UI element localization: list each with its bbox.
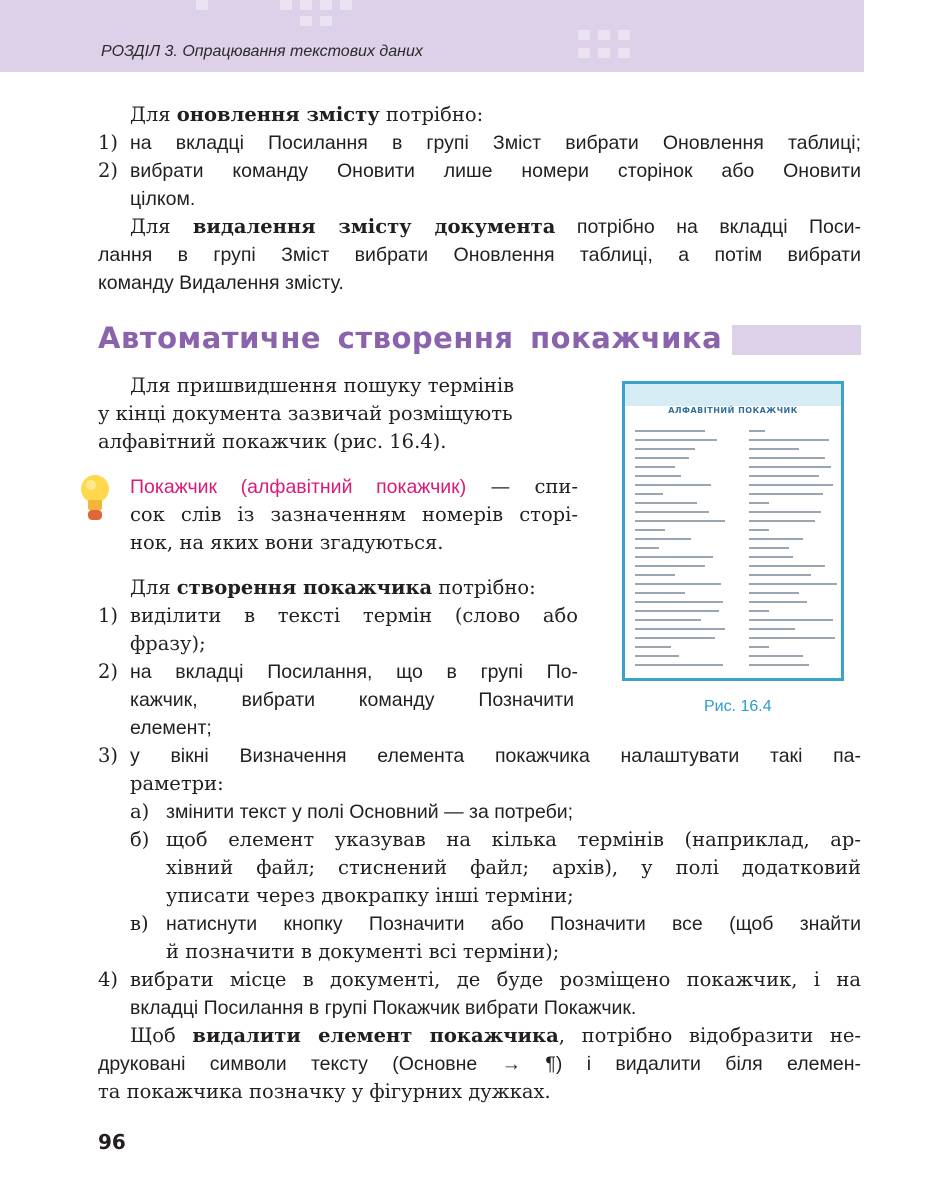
list-number: 2) [98,159,119,182]
sublist-label: в) [130,912,149,935]
sublist-item: уписати через двокрапку інші терміни; [166,884,574,907]
create-index-intro: Для створення покажчика потрібно: [130,576,536,599]
chapter-title: РОЗДІЛ 3. Опрацювання текстових даних [101,43,423,60]
header-decor [280,0,292,10]
header-decor [618,30,630,40]
sublist-label: а) [130,800,150,823]
sublist-item: й позначити в документі всі терміни); [166,940,560,963]
list-item: вибрати команду Оновити лише номери сторінок або Оновити [130,160,861,182]
delete-element-para: друковані символи тексту (Основне → ¶) і видалити біля елемен- [98,1053,861,1075]
list-item: вибрати місце в документі, де буде розміщено покажчик, і на [130,968,861,991]
definition-text: нок, на яких вони згадуються. [130,531,444,554]
figure-heading: АЛФАВІТНИЙ ПОКАЖЧИК [668,406,798,415]
delete-toc-para: команду Видалення змісту. [98,272,344,294]
list-item: у вікні Визначення елемента покажчика налаштувати такі па- [130,745,861,767]
list-item: кажчик, вибрати команду Позначити [130,689,574,711]
delete-element-para: та покажчика позначку у фігурних дужках. [98,1080,551,1103]
list-item: на вкладці Посилання, що в групі По- [130,661,578,683]
lightbulb-icon [80,473,110,527]
list-item: вкладці Посилання в групі Покажчик вибрати Покажчик. [130,997,637,1019]
intro-text: Для пришвидшення пошуку термінів [130,374,515,397]
sublist-item: щоб елемент указував на кілька термінів (наприклад, ар- [166,828,861,851]
header-decor [598,48,610,58]
header-decor [320,0,332,10]
list-item: елемент; [130,717,212,739]
delete-element-para: Щоб видалити елемент покажчика, потрібно відобразити не- [130,1024,861,1047]
intro-text: у кінці документа зазвичай розміщують [98,402,513,425]
list-number: 3) [98,744,119,767]
delete-toc-para: лання в групі Зміст вибрати Оновлення таблиці, а потім вибрати [98,244,861,266]
header-decor [320,16,332,26]
page-number: 96 [98,1130,126,1154]
list-item: виділити в тексті термін (слово або [130,604,578,627]
header-decor [578,30,590,40]
page-header [0,0,864,72]
figure-caption: Рис. 16.4 [704,698,772,715]
intro-text: алфавітний покажчик (рис. 16.4). [98,430,447,453]
update-toc-intro: Для оновлення змісту потрібно: [130,103,484,126]
list-number: 4) [98,968,119,991]
delete-toc-para: Для видалення змісту документа потрібно на вкладці Поси- [130,215,861,238]
list-number: 2) [98,660,119,683]
figure-toolbar [625,384,841,406]
section-title: Автоматичне створення покажчика [98,321,723,355]
header-decor [340,0,352,10]
index-figure [622,381,844,681]
header-decor [300,16,312,26]
sublist-label: б) [130,828,150,851]
header-decor [618,48,630,58]
definition-text: сок слів із зазначенням номерів сторі- [130,503,578,526]
header-decor [196,0,208,10]
list-number: 1) [98,604,119,627]
list-item: цілком. [130,188,196,210]
list-number: 1) [98,131,119,154]
list-item: на вкладці Посилання в групі Зміст вибрати Оновлення таблиці; [130,132,861,154]
list-item: раметри: [130,772,224,795]
header-decor [300,0,312,10]
sublist-item: змінити текст у полі Основний — за потреби; [166,801,574,823]
definition-text: Покажчик (алфавітний покажчик) — спи- [130,475,578,498]
sublist-item: хівний файл; стиснений файл; архів), у полі додатковий [166,856,861,879]
definition-term: Покажчик (алфавітний покажчик) [130,476,467,498]
section-bar [732,325,861,355]
list-item: фразу); [130,632,206,655]
header-decor [578,48,590,58]
sublist-item: натиснути кнопку Позначити або Позначити все (щоб знайти [166,913,861,935]
header-decor [598,30,610,40]
